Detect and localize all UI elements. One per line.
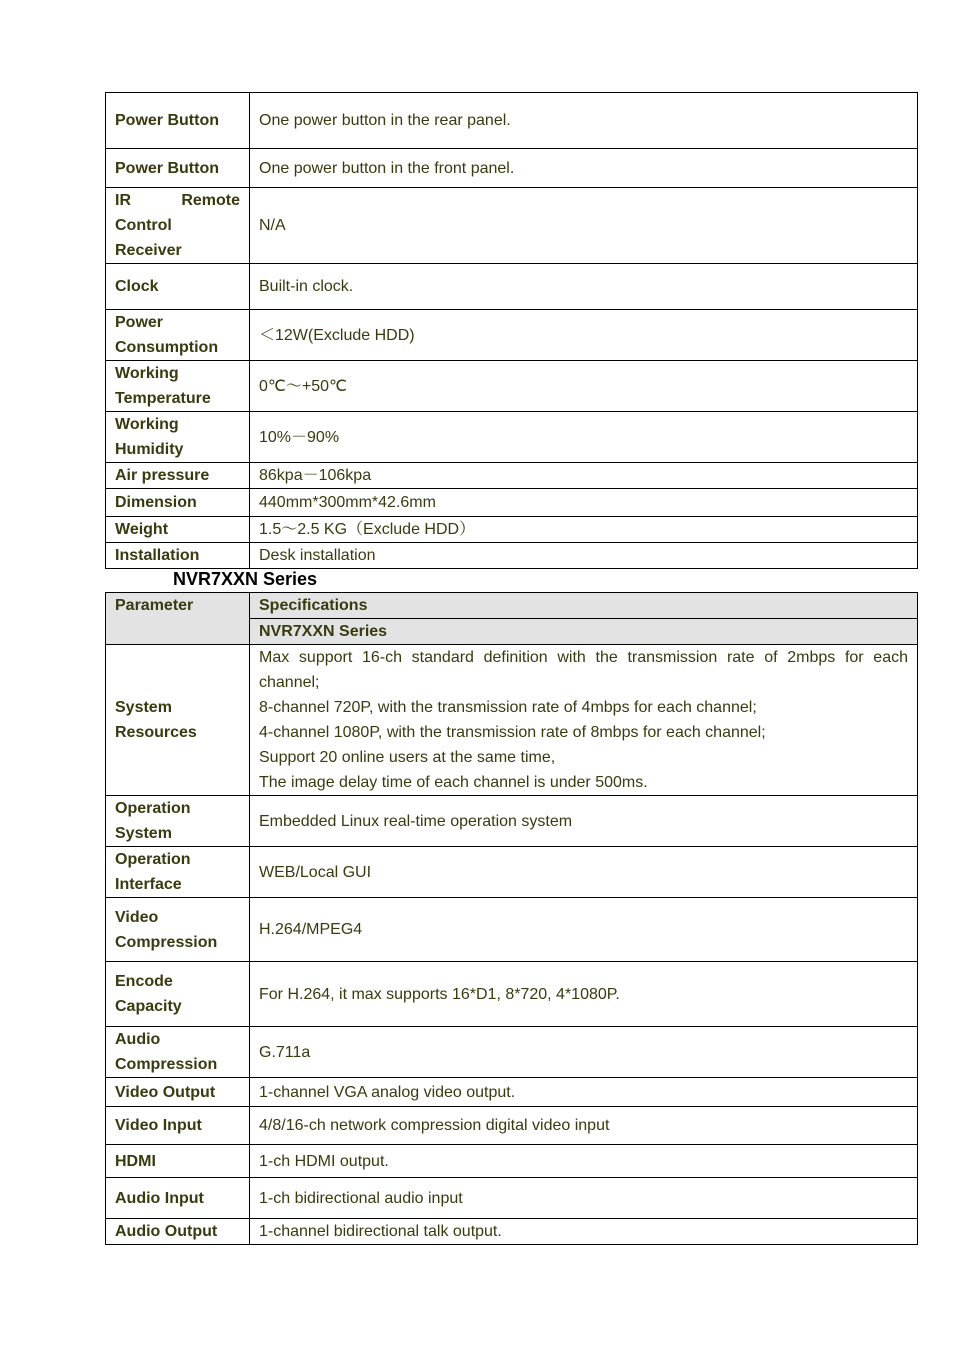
spec-value: 1-channel VGA analog video output. bbox=[250, 1078, 918, 1107]
table-row bbox=[106, 1178, 918, 1219]
spec-label: Weight bbox=[106, 517, 250, 543]
spec-label: Power Button bbox=[106, 149, 250, 188]
table-row bbox=[106, 1078, 918, 1107]
spec-label: Power Button bbox=[106, 93, 250, 149]
spec-label: Dimension bbox=[106, 489, 250, 517]
spec-label: Clock bbox=[106, 264, 250, 310]
spec-value: 1-ch bidirectional audio input bbox=[250, 1178, 918, 1219]
spec-value: ＜12W(Exclude HDD) bbox=[250, 310, 918, 361]
spec-value: One power button in the front panel. bbox=[250, 149, 918, 188]
spec-label: Working Temperature bbox=[106, 361, 250, 412]
table-row bbox=[106, 310, 918, 361]
spec-value: 440mm*300mm*42.6mm bbox=[250, 489, 918, 517]
table-row bbox=[106, 188, 918, 264]
table-row bbox=[106, 1027, 918, 1078]
spec-label: Installation bbox=[106, 543, 250, 569]
spec-value: Desk installation bbox=[250, 543, 918, 569]
spec-value: WEB/Local GUI bbox=[250, 847, 918, 898]
table-row bbox=[106, 149, 918, 188]
spec-label: Working Humidity bbox=[106, 412, 250, 463]
table-row bbox=[106, 93, 918, 149]
table-row bbox=[106, 463, 918, 489]
table-row bbox=[106, 412, 918, 463]
spec-value: 1-channel bidirectional talk output. bbox=[250, 1219, 918, 1245]
spec-label: Encode Capacity bbox=[106, 962, 250, 1027]
nvr-spec-table bbox=[105, 592, 918, 1245]
table-row bbox=[106, 264, 918, 310]
spec-value: Max support 16-ch standard definition with the transmission rate of 2mbps for each channel; 8-channel 720P, with the transmission rate of 4mbps for each channel; 4-channel 1080P, with the transmission rate of 8mbps for each channel; Support 20 online users at the same time, The image delay time of each channel is under 500ms. bbox=[250, 645, 918, 796]
spec-label: Power Consumption bbox=[106, 310, 250, 361]
spec-value: One power button in the rear panel. bbox=[250, 93, 918, 149]
table-row bbox=[106, 1219, 918, 1245]
table-row bbox=[106, 543, 918, 569]
spec-value: 86kpa－106kpa bbox=[250, 463, 918, 489]
spec-value: 0℃～+50℃ bbox=[250, 361, 918, 412]
table-row bbox=[106, 847, 918, 898]
spec-value: 1.5～2.5 KG（Exclude HDD） bbox=[250, 517, 918, 543]
table-row bbox=[106, 962, 918, 1027]
hardware-spec-table bbox=[105, 92, 918, 569]
table-row bbox=[106, 489, 918, 517]
table-row bbox=[106, 361, 918, 412]
spec-label: Operation System bbox=[106, 796, 250, 847]
spec-value: G.711a bbox=[250, 1027, 918, 1078]
table-row bbox=[106, 517, 918, 543]
table-row bbox=[106, 645, 918, 796]
table-header-row bbox=[106, 593, 918, 619]
parameter-header: Parameter bbox=[106, 593, 250, 645]
table-row bbox=[106, 1145, 918, 1178]
spec-label: HDMI bbox=[106, 1145, 250, 1178]
series-header: NVR7XXN Series bbox=[250, 619, 918, 645]
spec-label: Video Output bbox=[106, 1078, 250, 1107]
spec-value: 10%－90% bbox=[250, 412, 918, 463]
spec-value: H.264/MPEG4 bbox=[250, 898, 918, 962]
spec-value: 4/8/16-ch network compression digital video input bbox=[250, 1107, 918, 1145]
table-row bbox=[106, 1107, 918, 1145]
spec-label: Operation Interface bbox=[106, 847, 250, 898]
spec-value: N/A bbox=[250, 188, 918, 264]
section-title: NVR7XXN Series bbox=[173, 569, 318, 589]
spec-label: Video Input bbox=[106, 1107, 250, 1145]
spec-label: System Resources bbox=[106, 645, 250, 796]
specifications-header: Specifications bbox=[250, 593, 918, 619]
spec-label: Air pressure bbox=[106, 463, 250, 489]
spec-label: Audio Output bbox=[106, 1219, 250, 1245]
spec-label: Video Compression bbox=[106, 898, 250, 962]
spec-value: 1-ch HDMI output. bbox=[250, 1145, 918, 1178]
spec-label: Audio Compression bbox=[106, 1027, 250, 1078]
spec-value: Built-in clock. bbox=[250, 264, 918, 310]
spec-value: For H.264, it max supports 16*D1, 8*720, 4*1080P. bbox=[250, 962, 918, 1027]
table-row bbox=[106, 898, 918, 962]
spec-label: Audio Input bbox=[106, 1178, 250, 1219]
table-row bbox=[106, 796, 918, 847]
spec-value: Embedded Linux real-time operation system bbox=[250, 796, 918, 847]
spec-label: IR Remote Control Receiver bbox=[106, 188, 250, 264]
